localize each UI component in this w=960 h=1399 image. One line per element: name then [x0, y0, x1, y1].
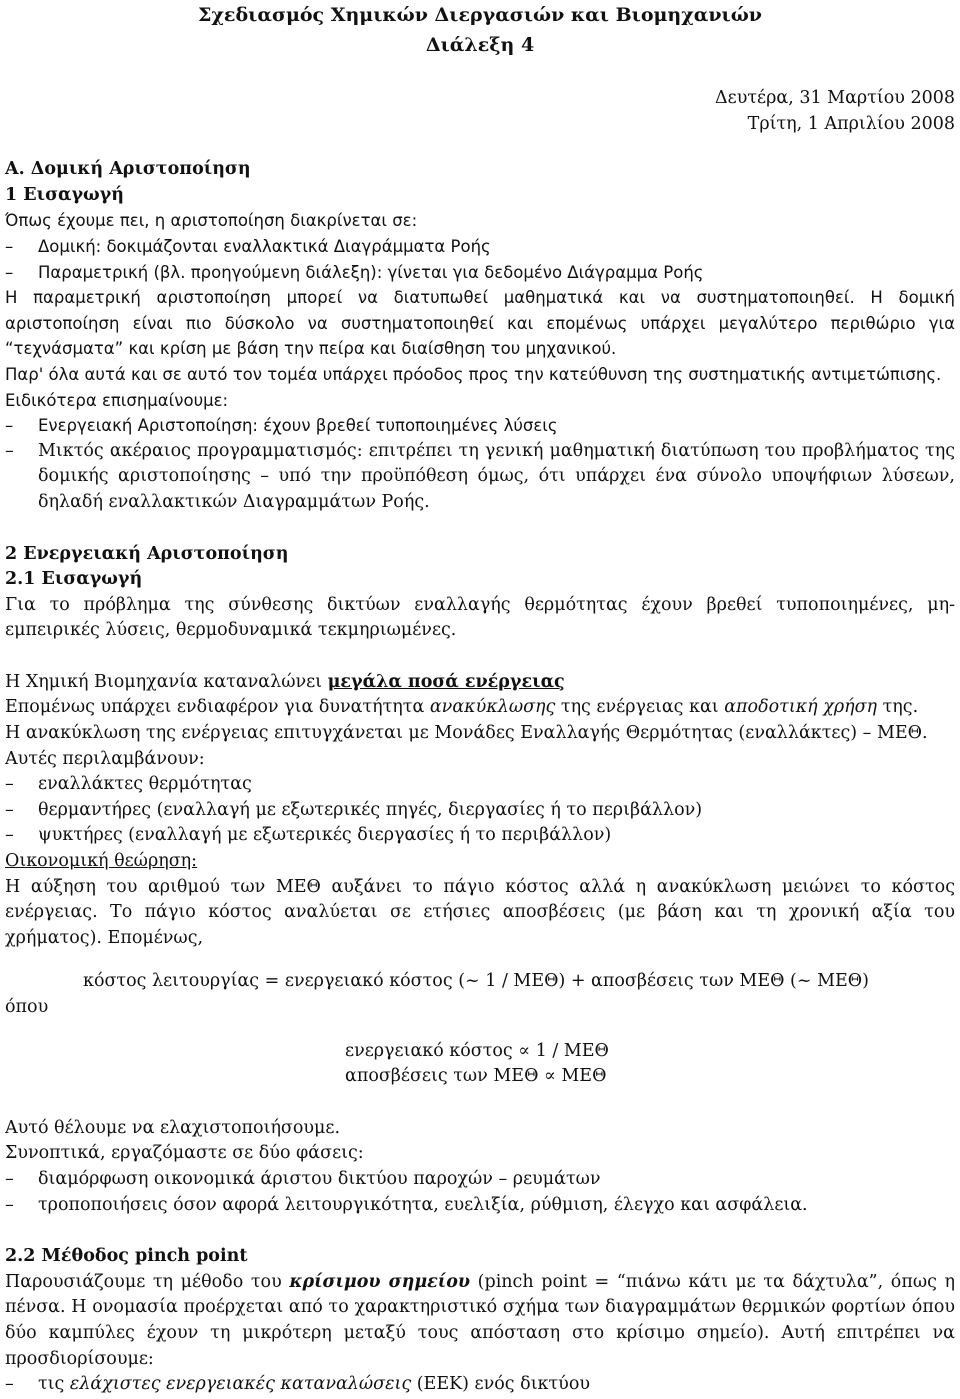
- document-page: [5, 0, 955, 1398]
- paragraph-economics: Η αύξηση του αριθμού των ΜΕΘ αυξάνει το πάγιο κόστος αλλά η ανακύκλωση μειώνει το κόστος ενέργειας. Το πάγιο κόστος αναλύεται σε ετήσιες αποσβέσεις (με βάση και τη χρονική αξία του χρήματος). Επομένως,: [5, 876, 955, 948]
- economic-heading: Οικονομική θεώρηση:: [5, 851, 198, 872]
- paragraph-specifically: Ειδικότερα επισημαίνουμε:: [5, 390, 229, 410]
- lecture-title: Διάλεξη 4: [425, 34, 535, 56]
- paragraph-optimization: Η παραμετρική αριστοποίηση μπορεί να διατυπωθεί μαθηματικά και να συστηματοποιηθεί. Η δομική αριστοποίηση είναι πιο δύσκολο να συστηματοποιηθεί και επομένως υπάρχει μεγαλύτερο περιθώριο για “τεχνάσματα” και κρίση με βάση την πείρα και διαίσθηση του μηχανικού.: [5, 288, 955, 359]
- emphasis-energy: μεγάλα ποσά ενέργειας: [327, 671, 565, 692]
- date-line-2: Τρίτη, 1 Απριλίου 2008: [747, 113, 955, 134]
- list-item-energy: – Ενεργειακή Αριστοποίηση: έχουν βρεθεί τυποποιημένες λύσεις: [5, 413, 955, 439]
- paragraph-industry: Η Χημική Βιομηχανία καταναλώνει μεγάλα ποσά ενέργειας: [5, 671, 565, 692]
- paragraph-progress: Παρ' όλα αυτά και σε αυτό τον τομέα υπάρχει πρόοδος προς την κατεύθυνση της συστηματικής αντιμετώπισης.: [5, 364, 942, 384]
- list-item-min-energy: – τις ελάχιστες ενεργειακές καταναλώσεις (ΕΕΚ) ενός δικτύου: [5, 1372, 955, 1398]
- list-item-structural: – Δομική: δοκιμάζονται εναλλακτικά Διαγράμματα Ροής: [5, 234, 955, 260]
- paragraph-pinch: Παρουσιάζουμε τη μέθοδο του κρίσιμου σημείου (pinch point = “πιάνω κάτι με τα δάχτυλα”, όπως η πένσα. Η ονομασία προέρχεται από το χαρακτηριστικό σχήμα των διαγραμμάτων θερμικών φορτίων όπου δύο καμπύλες έχουν τη μικρότερη μεταξύ τους απόσταση στο κρίσιμο σημείο). Αυτή επιτρέπει να προσδιορίσουμε:: [5, 1271, 955, 1369]
- section-2-1-heading: 2.1 Εισαγωγή: [5, 569, 143, 590]
- paragraph-phases: Συνοπτικά, εργαζόμαστε σε δύο φάσεις:: [5, 1143, 364, 1164]
- list-item-milp: – Μικτός ακέραιος προγραμματισμός: επιτρέπει τη γενική μαθηματική διατύπωση του προβλήματος της δομικής αριστοποίησης – υπό την προϋπόθεση όμως, ότι υπάρχει ένα σύνολο υποψήφιων λύσεων, δηλαδή εναλλακτικών Διαγραμμάτων Ροής.: [5, 439, 955, 516]
- list-item-heaters: – θερμαντήρες (εναλλαγή με εξωτερικές πηγές, διεργασίες ή το περιβάλλον): [5, 798, 955, 824]
- where-label: όπου: [5, 997, 49, 1017]
- list-item-network-design: – διαμόρφωση οικονομικά άριστου δικτύου παροχών – ρευμάτων: [5, 1167, 955, 1193]
- paragraph-recycling: Επομένως υπάρχει ενδιαφέρον για δυνατήτητα ανακύκλωσης της ενέργειας και αποδοτική χρήση της.: [5, 697, 919, 718]
- paragraph-include: Αυτές περιλαμβάνουν:: [5, 748, 205, 769]
- section-a-heading: Α. Δομική Αριστοποίηση: [5, 159, 251, 180]
- date-line-1: Δευτέρα, 31 Μαρτίου 2008: [715, 88, 955, 108]
- section-2-2-heading: 2.2 Μέθοδος pinch point: [5, 1246, 248, 1267]
- equation-operating-cost: κόστος λειτουργίας = ενεργειακό κόστος (~ 1 / ΜΕΘ) + αποσβέσεις των ΜΕΘ (~ ΜΕΘ): [83, 971, 869, 992]
- list-item-modifications: – τροποποιήσεις όσον αφορά λειτουργικότητα, ευελιξία, ρύθμιση, έλεγχο και ασφάλεια.: [5, 1193, 955, 1219]
- section-2-heading: 2 Ενεργειακή Αριστοποίηση: [5, 543, 289, 564]
- paragraph-minimize: Αυτό θέλουμε να ελαχιστοποιήσουμε.: [5, 1117, 341, 1138]
- document-title: Σχεδιασμός Χημικών Διεργασιών και Βιομηχανιών: [198, 4, 762, 26]
- paragraph-meth: Η ανακύκλωση της ενέργειας επιτυγχάνεται με Μονάδες Εναλλαγής Θερμότητας (εναλλάκτες) – ΜΕΘ.: [5, 723, 928, 744]
- intro-text: Όπως έχουμε πει, η αριστοποίηση διακρίνεται σε:: [5, 211, 418, 231]
- list-item-exchangers: – εναλλάκτες θερμότητας: [5, 772, 955, 798]
- list-item-coolers: – ψυκτήρες (εναλλαγή με εξωτερικές διεργασίες ή το περιβάλλον): [5, 823, 955, 849]
- paragraph-heat-exchange: Για το πρόβλημα της σύνθεσης δικτύων εναλλαγής θερμότητας έχουν βρεθεί τυποποιημένες, μη-εμπειρικές λύσεις, θερμοδυναμικά τεκμηριωμένες.: [5, 594, 955, 641]
- equation-energy-cost: ενεργειακό κόστος ∝ 1 / ΜΕΘ: [345, 1040, 609, 1061]
- list-item-parametric: – Παραμετρική (βλ. προηγούμενη διάλεξη): γίνεται για δεδομένο Διάγραμμα Ροής: [5, 260, 955, 286]
- equation-depreciation: αποσβέσεις των ΜΕΘ ∝ ΜΕΘ: [345, 1066, 607, 1087]
- section-1-heading: 1 Εισαγωγή: [5, 184, 124, 205]
- emphasis-critical-point: κρίσιμου σημείου: [289, 1271, 471, 1292]
